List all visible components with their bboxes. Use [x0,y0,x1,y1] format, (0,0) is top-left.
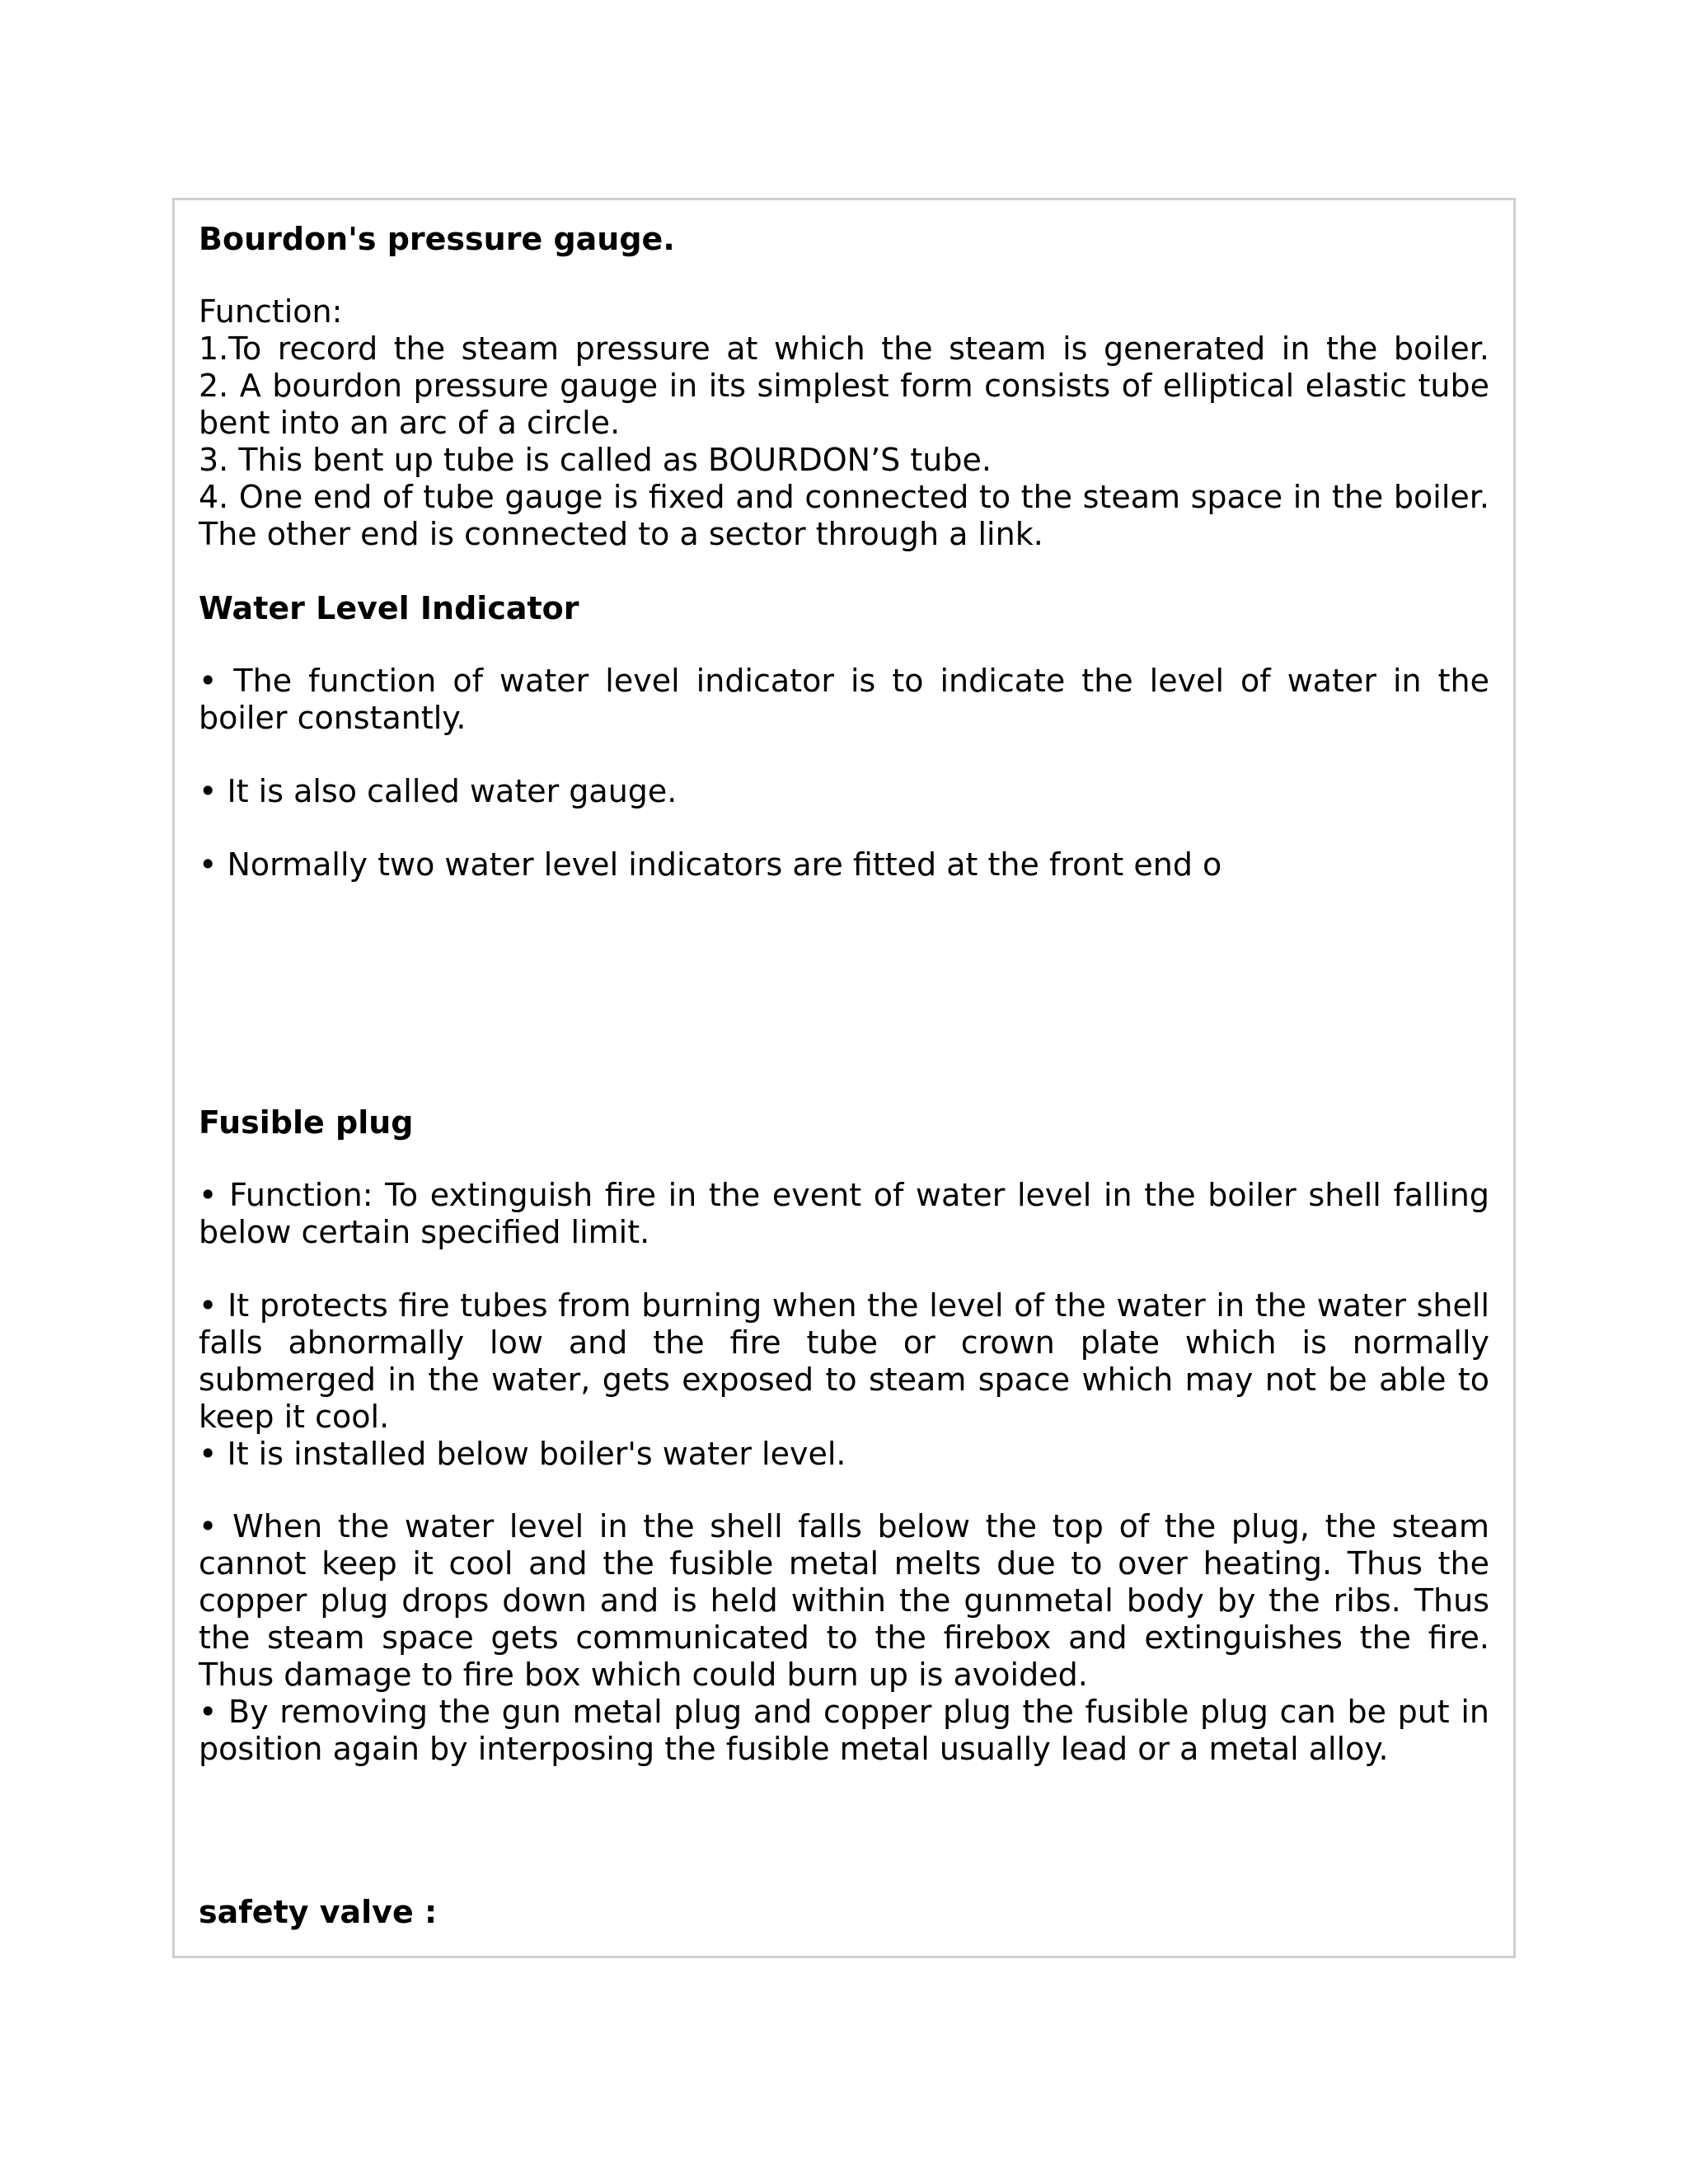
water-level-section [199,590,1489,627]
water-level-heading: Water Level Indicator [199,590,579,626]
safety-valve-heading: safety valve : [199,1894,438,1930]
bourdon-line-3: 3. This bent up tube is called as BOURDON’S tube. [199,442,992,478]
fusible-bullet-3: • It is installed below boiler's water level. [199,1436,846,1472]
fusible-bullet-3-block [199,1436,1489,1473]
bourdon-section [199,221,1489,258]
fusible-bullet-4: • When the water level in the shell falls below the top of the plug, the steam cannot keep it cool and the fusible metal melts due to over heating. Thus the copper plug drops down and is held within the gunmetal body by the ribs. Thus the steam space gets communicated to the firebox and extinguishes the fire. Thus damage to fire box which could burn up is avoided. [199,1508,1489,1693]
safety-valve-section [199,1894,1489,1931]
bourdon-heading: Bourdon's pressure gauge. [199,221,675,257]
bourdon-line-2: 2. A bourdon pressure gauge in its simplest form consists of elliptical elastic tube bent into an arc of a circle. [199,368,1489,441]
water-level-bullet-3-block [199,846,1489,883]
water-level-bullet-3: • Normally two water level indicators are fitted at the front end o [199,846,1222,883]
bourdon-function-label: Function: [199,293,343,330]
water-level-bullet-1: • The function of water level indicator is to indicate the level of water in the boiler constantly. [199,663,1489,736]
water-level-bullet-2: • It is also called water gauge. [199,773,678,809]
fusible-bullet-5: • By removing the gun metal plug and copper plug the fusible plug can be put in position again by interposing the fusible metal usually lead or a metal alloy. [199,1694,1489,1767]
bourdon-body [199,293,1489,553]
fusible-plug-heading: Fusible plug [199,1104,414,1141]
water-level-bullet-1-block [199,663,1489,737]
fusible-plug-section [199,1104,1489,1141]
fusible-bullet-2-block [199,1287,1489,1436]
water-level-bullet-2-block [199,773,1489,810]
fusible-bullet-4-block [199,1508,1489,1768]
fusible-bullet-1: • Function: To extinguish fire in the event of water level in the boiler shell falling below certain specified limit. [199,1177,1489,1250]
bourdon-line-1: 1.To record the steam pressure at which the steam is generated in the boiler. [199,330,1489,367]
fusible-bullet-2: • It protects fire tubes from burning when the level of the water in the water shell falls abnormally low and the fire tube or crown plate which is normally submerged in the water, gets exposed to steam space which may not be able to keep it cool. [199,1287,1489,1435]
bourdon-line-4: 4. One end of tube gauge is fixed and connected to the steam space in the boiler. The other end is connected to a sector through a link. [199,479,1489,552]
fusible-bullet-1-block [199,1177,1489,1251]
